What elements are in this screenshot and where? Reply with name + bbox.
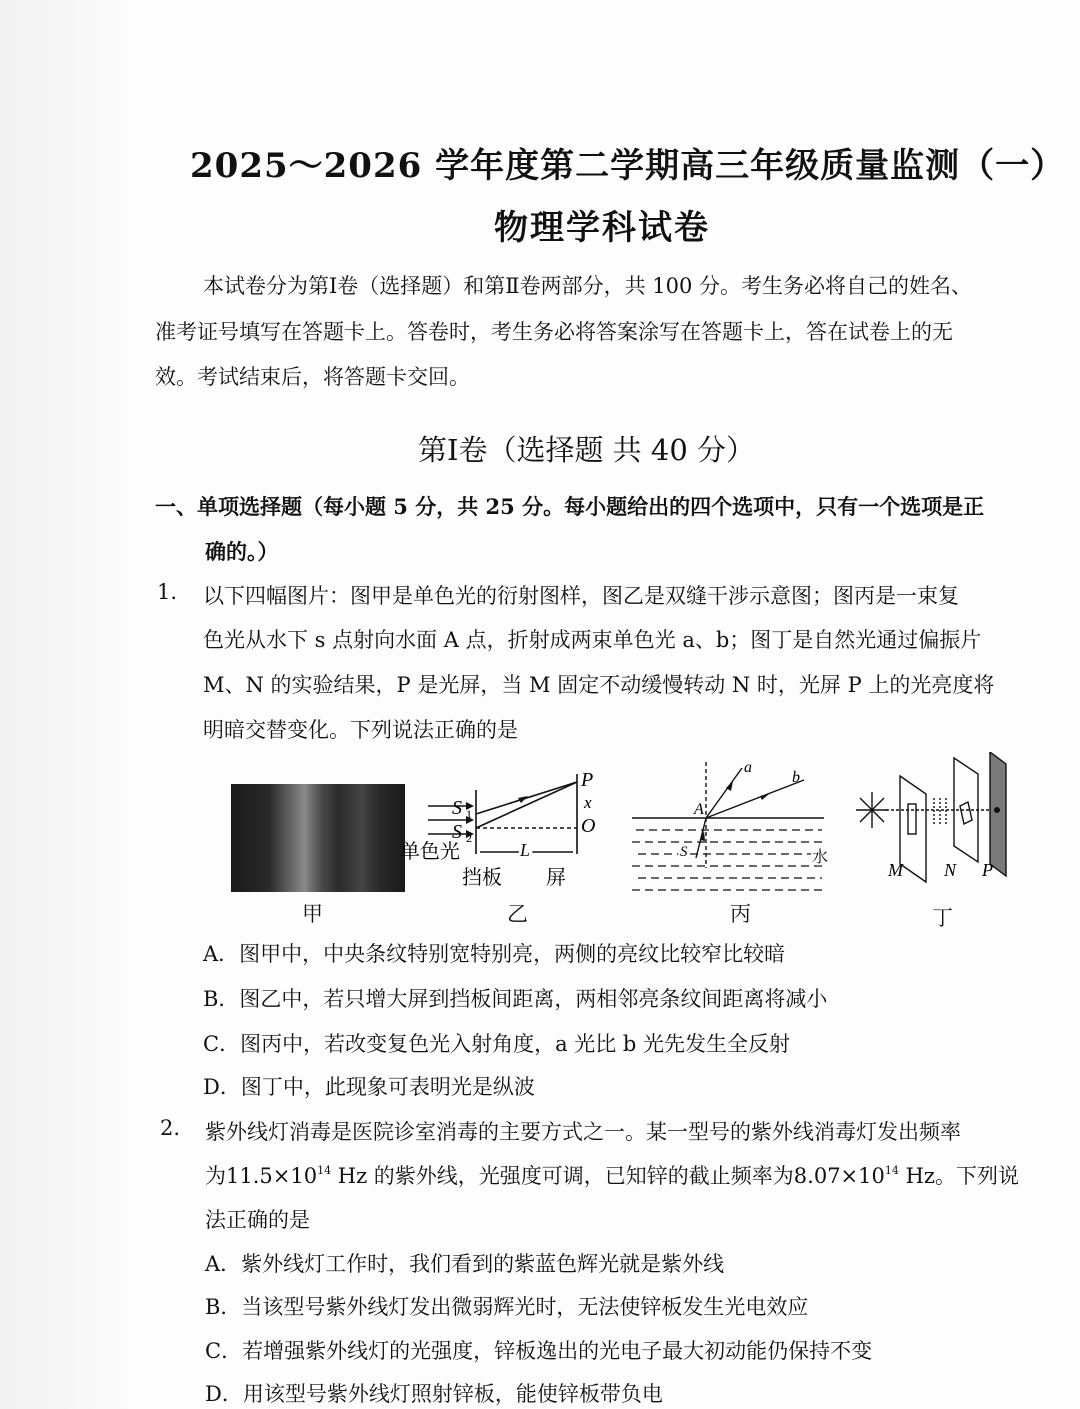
label-o: O (581, 815, 596, 837)
q2-freq-1: 为11.5×10 (205, 1164, 318, 1188)
figure-ding-caption: 丁 (932, 906, 953, 930)
light-spot (994, 807, 1000, 813)
diffraction-band (231, 784, 405, 892)
q1-option-c: C．图丙中，若改变复色光入射角度，a 光比 b 光先发生全反射 (203, 1032, 791, 1056)
q1-line-1: 以下四幅图片：图甲是单色光的衍射图样，图乙是双缝干涉示意图；图丙是一束复 (203, 584, 959, 608)
exam-subtitle: 物理学科试卷 (494, 208, 710, 248)
q2-option-c: C．若增强紫外线灯的光强度，锌板逸出的光电子最大初动能仍保持不变 (205, 1339, 873, 1363)
q1-option-b: B．图乙中，若只增大屏到挡板间距离，两相邻亮条纹间距离将减小 (203, 987, 828, 1011)
q2-line-1: 紫外线灯消毒是医院诊室消毒的主要方式之一。某一型号的紫外线消毒灯发出频率 (205, 1120, 961, 1144)
label-s: S (680, 844, 688, 860)
natural-light-star-icon (856, 792, 888, 828)
label-m: M (888, 860, 903, 880)
label-s1-sub: 1 (466, 807, 472, 821)
q2-option-a: A．紫外线灯工作时，我们看到的紫蓝色辉光就是紫外线 (205, 1252, 725, 1276)
q1-option-d: D．图丁中，此现象可表明光是纵波 (203, 1075, 535, 1099)
q2-option-d: D．用该型号紫外线灯照射锌板，能使锌板带负电 (205, 1382, 663, 1406)
q2-freq-2-exp: 14 (884, 1164, 899, 1177)
figure-yi-double-slit (400, 768, 610, 892)
label-s2: S (452, 821, 462, 843)
polarizer-m-slit (908, 804, 916, 834)
label-s2-sub: 2 (466, 831, 472, 845)
intro-line-1: 本试卷分为第Ⅰ卷（选择题）和第Ⅱ卷两部分，共 100 分。考生务必将自己的姓名、 (203, 274, 972, 298)
label-baffle: 挡板 (462, 865, 502, 889)
label-water: 水 (812, 847, 829, 866)
label-l: L (520, 840, 531, 860)
ray-s1 (476, 782, 577, 814)
label-p: P (581, 769, 594, 791)
label-a: a (744, 759, 752, 776)
q1-number: 1. (157, 580, 178, 604)
q2-freq-1-exp: 14 (317, 1164, 332, 1177)
q2-number: 2. (160, 1116, 181, 1140)
label-x: x (584, 793, 592, 812)
q2-freq-2: Hz 的紫外线，光强度可调，已知锌的截止频率为8.07×10 (331, 1164, 885, 1188)
part1-heading-line1: 一、单项选择题（每小题 5 分，共 25 分。每小题给出的四个选项中，只有一个选项是正 (155, 494, 985, 519)
q2-line-2-end: Hz。下列说 (898, 1164, 1019, 1188)
label-A: A (694, 801, 704, 818)
figure-jia-caption: 甲 (302, 902, 323, 926)
page-shadow-edge (0, 0, 128, 1409)
q2-line-2 (205, 1160, 1019, 1190)
figure-jia-diffraction (231, 784, 405, 892)
ray-b (706, 780, 804, 818)
polarizer-m (900, 776, 926, 882)
q1-line-3: M、N 的实验结果，P 是光屏，当 M 固定不动缓慢转动 N 时，光屏 P 上的光亮度将 (203, 673, 995, 697)
label-b: b (792, 769, 800, 786)
section-title: 第Ⅰ卷（选择题 共 40 分） (418, 433, 756, 467)
label-screen: 屏 (546, 865, 566, 889)
part1-heading-line2: 确的。） (205, 539, 279, 564)
figure-bing-caption: 丙 (730, 902, 751, 926)
polarized-light-arrows (934, 798, 946, 824)
q1-line-2: 色光从水下 s 点射向水面 A 点，折射成两束单色光 a、b；图丁是自然光通过偏振片 (203, 628, 982, 652)
polarizer-n-slit (960, 802, 972, 824)
q2-option-b: B．当该型号紫外线灯发出微弱辉光时，无法使锌板发生光电效应 (205, 1295, 809, 1319)
q1-line-4: 明暗交替变化。下列说法正确的是 (203, 718, 518, 742)
label-p-screen: P (982, 860, 993, 880)
water-hatching (632, 830, 824, 890)
exam-title: 2025～2026 学年度第二学期高三年级质量监测（一） (190, 146, 1066, 186)
label-monochromatic-light: 单色光 (400, 839, 460, 863)
figure-ding-polarizers (852, 752, 1012, 888)
q1-option-a: A．图甲中，中央条纹特别宽特别亮，两侧的亮纹比较窄比较暗 (203, 942, 786, 966)
label-s1: S (452, 797, 462, 819)
intro-line-3: 效。考试结束后，将答题卡交回。 (155, 365, 470, 389)
q2-line-3: 法正确的是 (205, 1208, 310, 1232)
screen-p (990, 752, 1006, 876)
ray-arrowhead (518, 796, 528, 803)
intro-line-2: 准考证号填写在答题卡上。答卷时，考生务必将答案涂写在答题卡上，答在试卷上的无 (155, 320, 953, 344)
figure-bing-refraction (632, 758, 838, 894)
ray-s2 (476, 782, 577, 828)
label-n: N (944, 860, 957, 880)
figure-yi-caption: 乙 (507, 902, 528, 926)
